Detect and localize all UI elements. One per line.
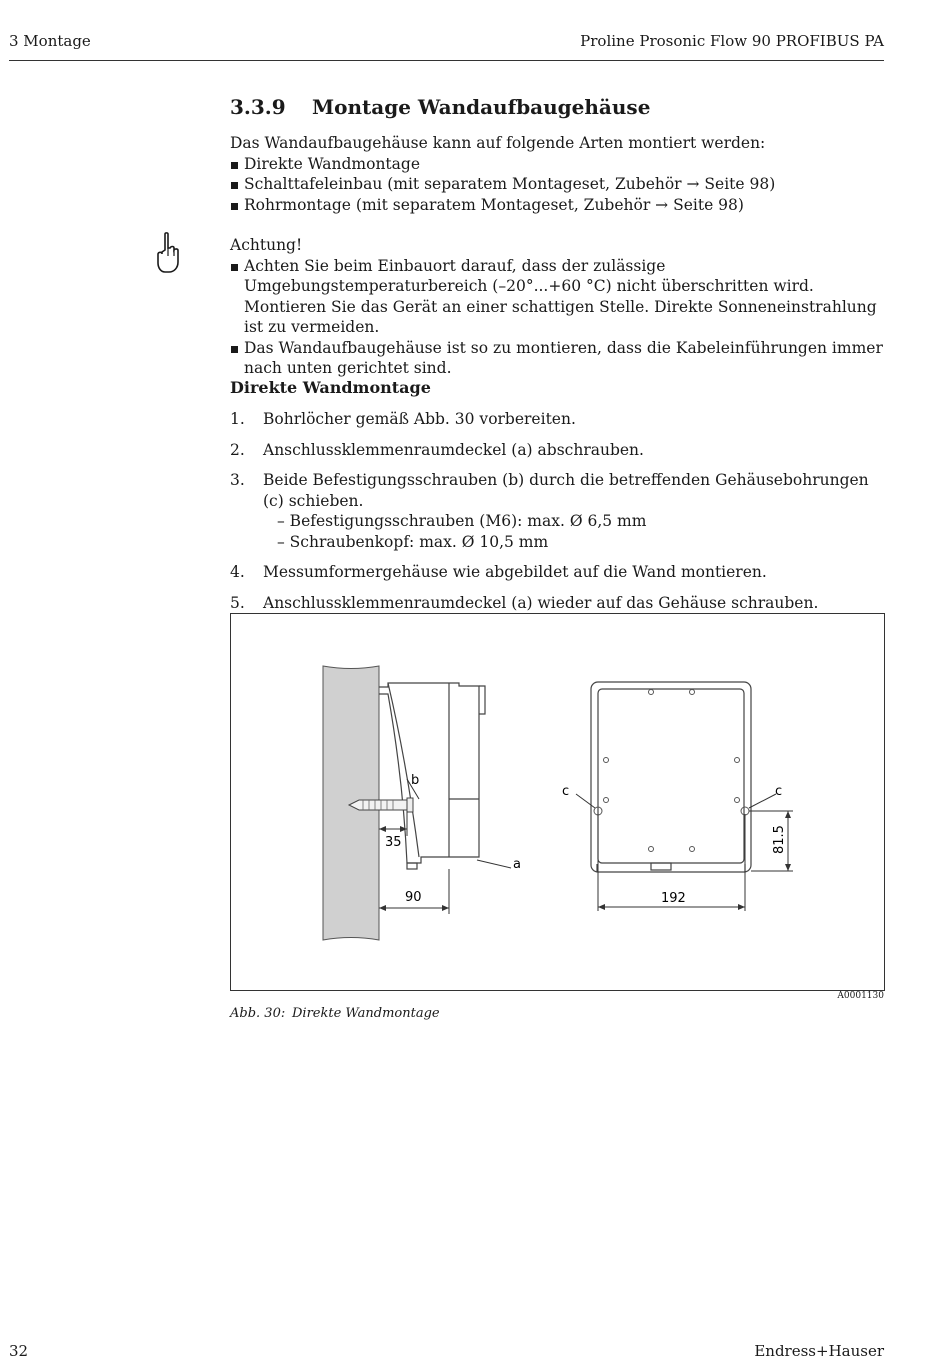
step-3: [230, 470, 886, 552]
page-number: 32: [9, 1342, 29, 1360]
step-number: 1.: [230, 410, 245, 428]
section-number: 3.3.9: [230, 95, 286, 119]
step-text: Bohrlöcher gemäß Abb. 30 vorbereiten.: [263, 410, 576, 428]
section-title: Montage Wandaufbaugehäuse: [312, 95, 651, 119]
list-item: Rohrmontage (mit separatem Montageset, Zubehör → Seite 98): [230, 195, 886, 216]
header-chapter: 3 Montage: [9, 32, 91, 50]
caution-block: [230, 235, 886, 379]
step-number: 4.: [230, 563, 245, 581]
step-2: [230, 440, 886, 461]
dim-35: 35: [385, 835, 402, 850]
caution-item: Achten Sie beim Einbauort darauf, dass der zulässige Umgebungstemperaturbereich (–20°...+60 °C) nicht überschritten wird. Montieren Sie das Gerät an einer schattigen Stelle. Direkte Sonneneinstrahlung ist zu vermeiden.: [230, 256, 886, 338]
step-number: 5.: [230, 593, 245, 612]
caution-item: Das Wandaufbaugehäuse ist so zu montieren, dass die Kabeleinführungen immer nach unten gerichtet sind.: [230, 338, 886, 379]
caution-title: Achtung!: [230, 236, 303, 254]
caption-text: Direkte Wandmontage: [292, 1006, 440, 1021]
header-product: Proline Prosonic Flow 90 PROFIBUS PA: [580, 32, 884, 50]
wall-mount-drawing: [231, 614, 884, 990]
brand-name: Endress+Hauser: [754, 1342, 884, 1360]
subheading: Direkte Wandmontage: [230, 378, 431, 397]
step-4: [230, 562, 886, 583]
list-item: Schalttafeleinbau (mit separatem Montageset, Zubehör → Seite 98): [230, 174, 886, 195]
step-detail: – Schraubenkopf: max. Ø 10,5 mm: [277, 532, 549, 551]
figure-id: A0001130: [837, 991, 884, 1001]
caption-number: Abb. 30:: [230, 1006, 286, 1021]
intro-block: [230, 133, 886, 215]
step-text: Messumformergehäuse wie abgebildet auf die Wand montieren.: [263, 563, 767, 581]
header-rule: [9, 60, 884, 61]
intro-text: Das Wandaufbaugehäuse kann auf folgende Arten montiert werden:: [230, 134, 766, 152]
step-text: Anschlussklemmenraumdeckel (a) wieder auf das Gehäuse schrauben.: [263, 593, 819, 612]
figure-box: [230, 613, 885, 991]
dim-81-5: 81.5: [772, 825, 787, 854]
section-heading: [230, 95, 650, 119]
fixing-screw-b: [349, 798, 413, 812]
figure-caption: [230, 1006, 440, 1021]
housing-front-view: [591, 682, 751, 872]
dim-192: 192: [661, 891, 686, 906]
step-1: [230, 409, 886, 430]
step-number: 2.: [230, 440, 245, 459]
list-item: Direkte Wandmontage: [230, 154, 886, 175]
label-b: b: [411, 773, 420, 788]
step-text: Beide Befestigungsschrauben (b) durch die betreffenden Gehäusebohrungen (c) schieben.: [263, 471, 869, 510]
label-c-left: c: [562, 784, 570, 799]
label-c-right: c: [775, 784, 783, 799]
steps-list: [230, 409, 886, 623]
dim-90: 90: [405, 890, 422, 905]
pointing-hand-icon: [153, 232, 183, 278]
step-5: [230, 593, 886, 614]
step-detail: – Befestigungsschrauben (M6): max. Ø 6,5 mm: [277, 512, 647, 530]
step-text: Anschlussklemmenraumdeckel (a) abschrauben.: [263, 440, 644, 459]
label-a: a: [513, 857, 521, 872]
step-number: 3.: [230, 471, 245, 489]
